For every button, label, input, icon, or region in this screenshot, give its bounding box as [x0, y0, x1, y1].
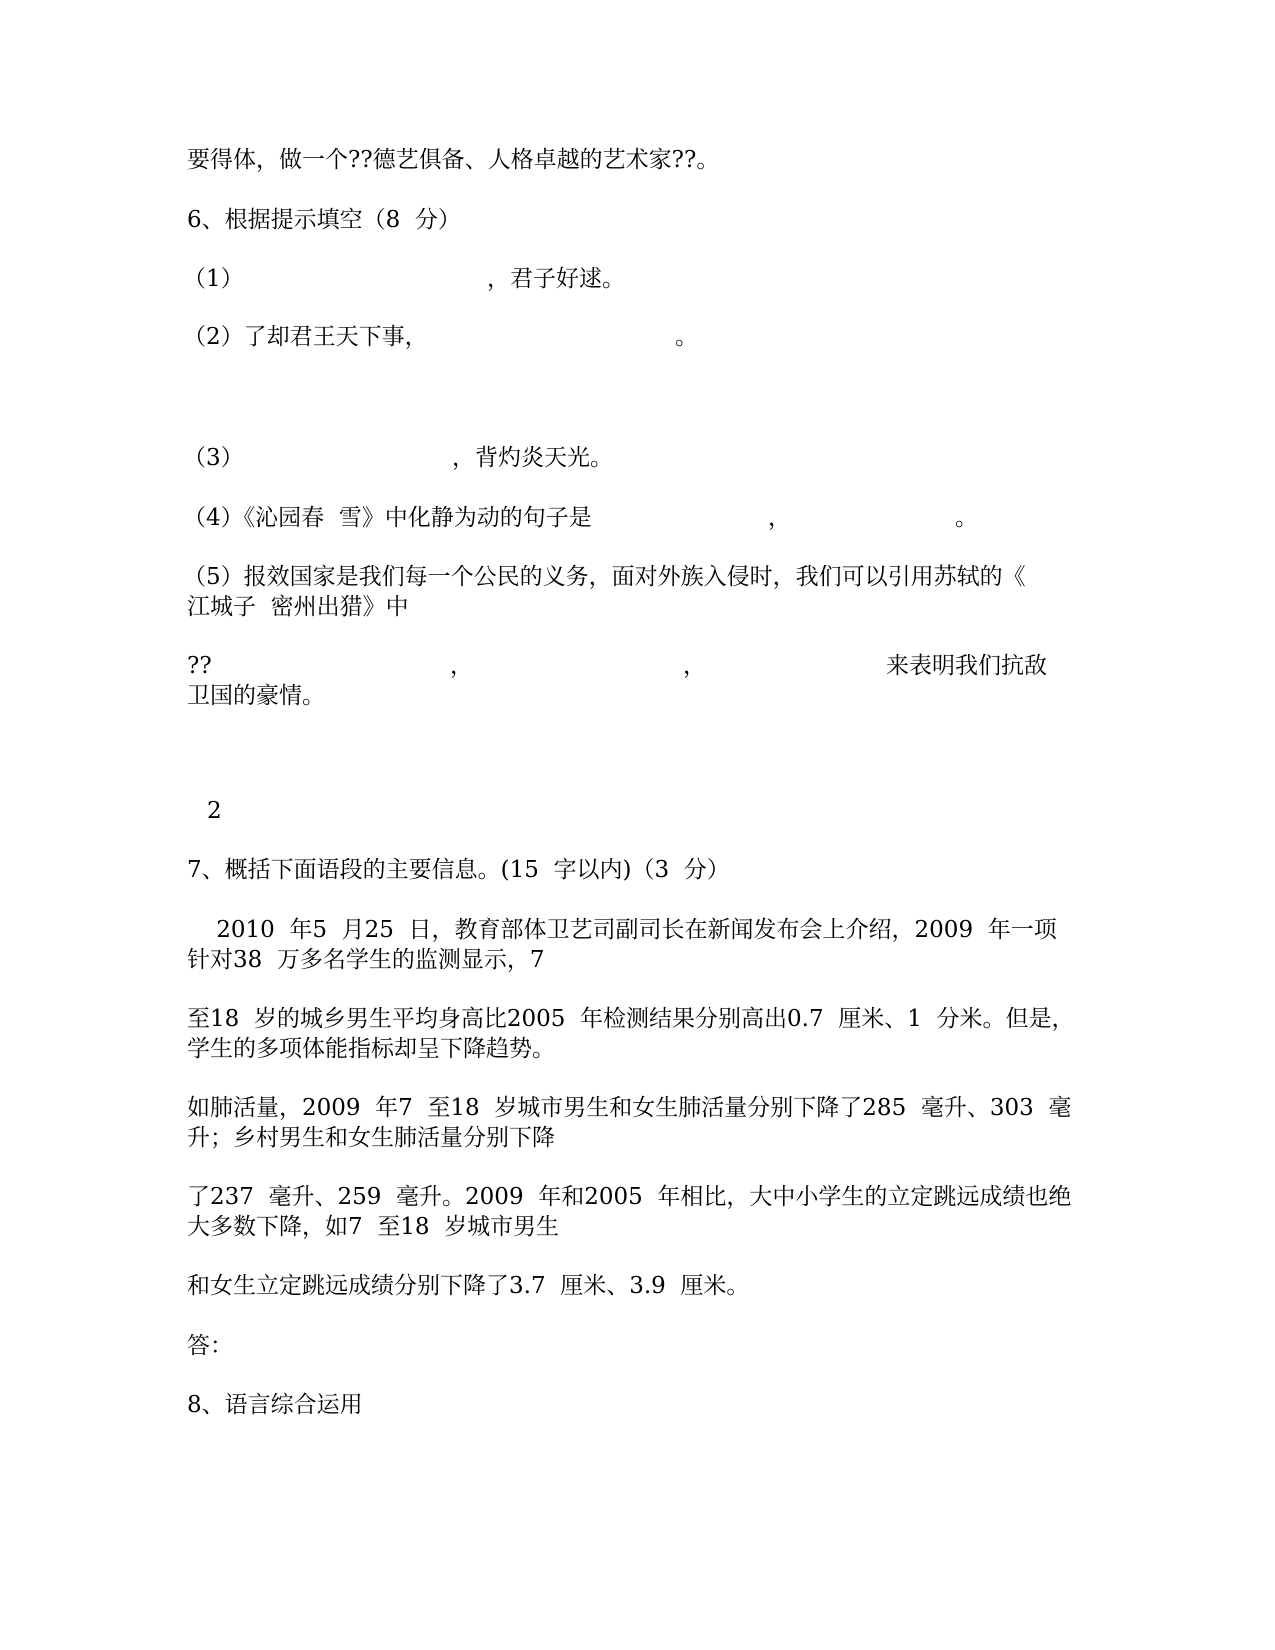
- q6-item5-line4: 卫国的豪情。: [187, 683, 325, 709]
- q7-paragraph-line-7: 了237 毫升、259 毫升。2009 年和2005 年相比，大中小学生的立定跳远成绩也绝: [187, 1184, 1072, 1210]
- q7-paragraph-line-8: 大多数下降，如7 至18 岁城市男生: [187, 1214, 560, 1240]
- q6-item5-comma1: ，: [450, 653, 473, 679]
- q7-paragraph-line-4: 学生的多项体能指标却呈下降趋势。: [187, 1036, 555, 1062]
- q7-paragraph-line-5: 如肺活量，2009 年7 至18 岁城市男生和女生肺活量分别下降了285 毫升、303 毫: [187, 1095, 1072, 1121]
- question-7-title: 7、概括下面语段的主要信息。(15 字以内)（3 分）: [187, 857, 730, 883]
- q6-item3-label: （3）: [183, 445, 244, 471]
- q7-answer-label: 答：: [187, 1333, 233, 1359]
- q6-item5-question-marks: ??: [187, 653, 212, 679]
- q6-item5-line1: （5）报效国家是我们每一个公民的义务，面对外族入侵时，我们可以引用苏轼的《: [183, 564, 1026, 590]
- intro-line: 要得体，做一个??德艺俱备、人格卓越的艺术家??。: [187, 147, 720, 173]
- question-6-title: 6、根据提示填空（8 分）: [187, 207, 461, 233]
- q6-item5-line2: 江城子 密州出猎》中: [187, 594, 409, 620]
- question-8-title: 8、语言综合运用: [187, 1392, 363, 1418]
- q6-item4-comma: ，: [768, 505, 791, 531]
- q7-paragraph-line-6: 升；乡村男生和女生肺活量分别下降: [187, 1125, 555, 1151]
- q7-paragraph-line-1: 2010 年5 月25 日，教育部体卫艺司副司长在新闻发布会上介绍，2009 年一项: [187, 917, 1057, 943]
- q6-item1-label: （1）: [183, 266, 244, 292]
- q7-paragraph-line-9: 和女生立定跳远成绩分别下降了3.7 厘米、3.9 厘米。: [187, 1273, 750, 1299]
- q7-paragraph-line-3: 至18 岁的城乡男生平均身高比2005 年检测结果分别高出0.7 厘米、1 分米。但是，: [187, 1006, 1075, 1032]
- q7-paragraph-line-2: 针对38 万多名学生的监测显示，7: [187, 947, 545, 973]
- q6-item2-end: 。: [675, 324, 698, 350]
- q6-item3-text: ，背灼炎天光。: [452, 445, 613, 471]
- q6-item4-label: （4）《沁园春 雪》中化静为动的句子是: [183, 505, 592, 531]
- q6-item5-tail: 来表明我们抗敌: [886, 653, 1047, 679]
- q6-item4-end: 。: [955, 505, 978, 531]
- q6-item1-text: ，君子好逑。: [487, 266, 625, 292]
- page-number: 2: [207, 798, 222, 824]
- q6-item5-comma2: ，: [683, 653, 706, 679]
- q6-item2-label: （2）了却君王天下事，: [183, 324, 428, 350]
